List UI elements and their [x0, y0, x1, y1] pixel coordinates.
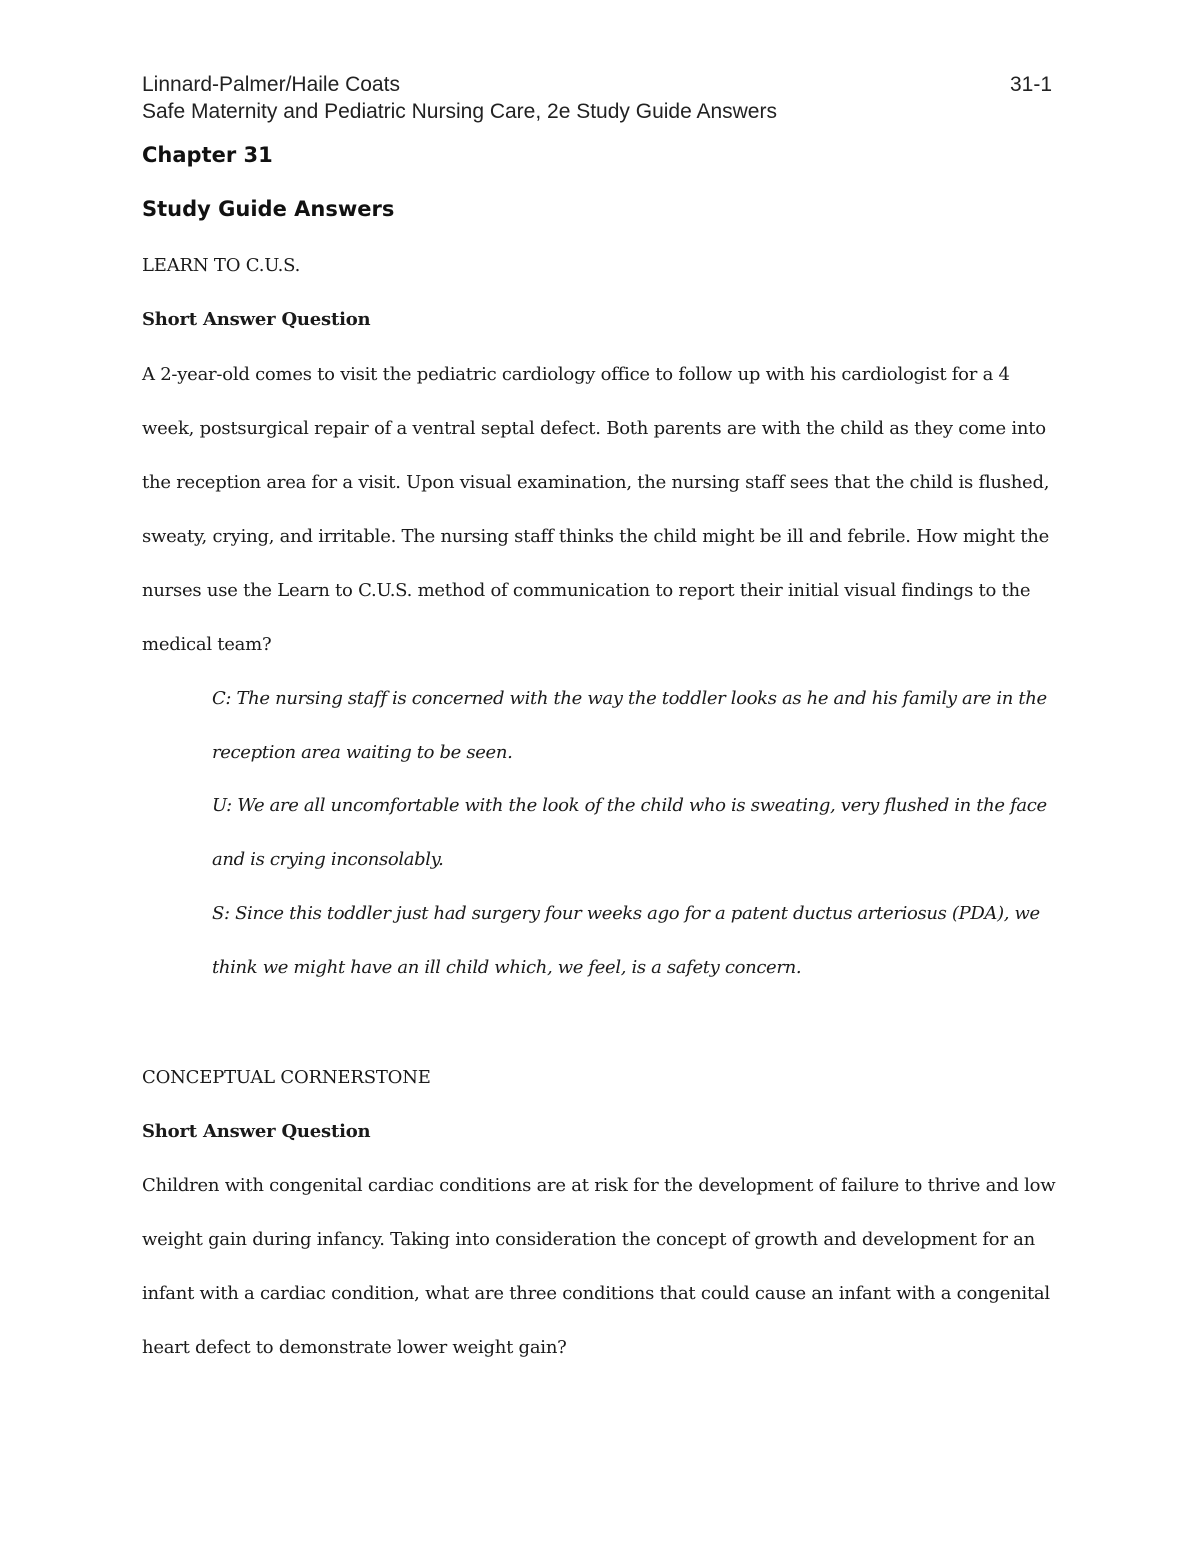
chapter-title: Chapter 31	[142, 143, 273, 167]
question-text: Children with congenital cardiac conditions are at risk for the development of failure to thrive and low weight gain during infancy. Taking into consideration the concept of growth and development for an infant with a cardiac condition, what are three conditions that could cause an infant with a congenital heart defect to demonstrate lower weight gain?	[142, 1175, 1056, 1358]
question-type-label: Short Answer Question	[142, 309, 371, 330]
question-type-label: Short Answer Question	[142, 1121, 371, 1142]
answer-s: S: Since this toddler just had surgery four weeks ago for a patent ductus arteriosus (PDA), we think we might have an ill child which, we feel, is a safety concern.	[212, 903, 1040, 978]
answer-c: C: The nursing staff is concerned with the way the toddler looks as he and his family are in the reception area waiting to be seen.	[212, 688, 1047, 763]
page-subtitle: Study Guide Answers	[142, 197, 395, 221]
answer-u: U: We are all uncomfortable with the look of the child who is sweating, very flushed in the face and is crying inconsolably.	[212, 795, 1047, 870]
section-label-conceptual-cornerstone: CONCEPTUAL CORNERSTONE	[142, 1067, 431, 1088]
header-authors: Linnard-Palmer/Haile Coats	[142, 73, 400, 96]
header-page-number: 31-1	[1010, 73, 1053, 96]
section-label-learn-to-cus: LEARN TO C.U.S.	[142, 255, 301, 276]
header-book-title: Safe Maternity and Pediatric Nursing Care, 2e Study Guide Answers	[142, 100, 777, 123]
question-text: A 2-year-old comes to visit the pediatric cardiology office to follow up with his cardiologist for a 4 week, postsurgical repair of a ventral septal defect. Both parents are with the child as they come into the reception area for a visit. Upon visual examination, the nursing staff sees that the child is flushed, sweaty, crying, and irritable. The nursing staff thinks the child might be ill and febrile. How might the nurses use the Learn to C.U.S. method of communication to report their initial visual findings to the medical team?	[142, 364, 1050, 655]
